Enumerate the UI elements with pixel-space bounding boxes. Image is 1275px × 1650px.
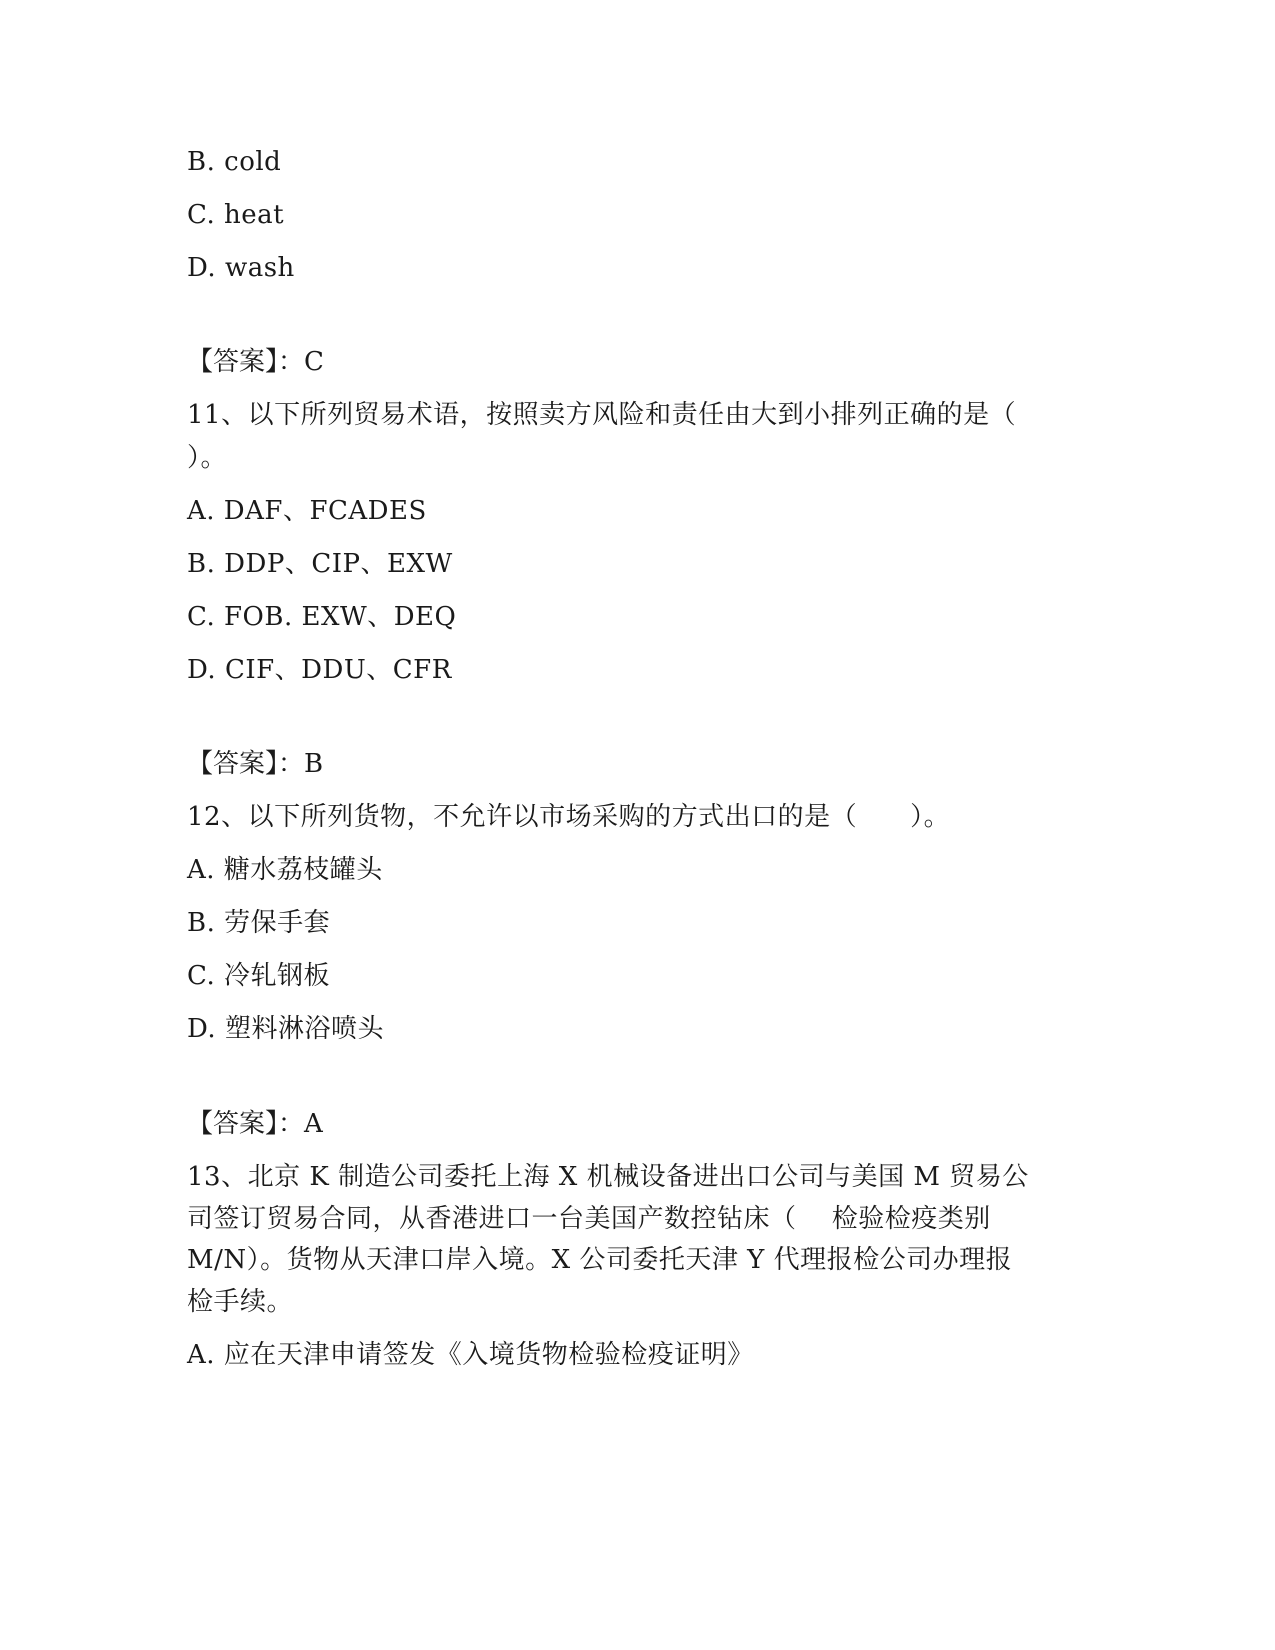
q12-option-c: C. 冷轧钢板	[187, 961, 330, 991]
q11-answer: 【答案】：B	[187, 749, 324, 779]
q12-answer: 【答案】：A	[187, 1109, 323, 1139]
q10-option-d: D. wash	[187, 253, 295, 283]
q12-option-d: D. 塑料淋浴喷头	[187, 1014, 384, 1044]
q10-option-c: C. heat	[187, 200, 285, 230]
q12-option-a: A. 糖水荔枝罐头	[187, 855, 383, 885]
q10-answer: 【答案】：C	[187, 347, 324, 377]
q11-stem-line-2: ）。	[187, 443, 228, 473]
q13-stem-line-4: 检手续。	[187, 1287, 294, 1317]
q12-option-b: B. 劳保手套	[187, 908, 331, 938]
q12-stem: 12、以下所列货物，不允许以市场采购的方式出口的是（ ）。	[187, 802, 951, 832]
q10-option-b: B. cold	[187, 147, 282, 177]
q13-stem-line-3: M/N）。货物从天津口岸入境。X 公司委托天津 Y 代理报检公司办理报	[187, 1245, 1013, 1275]
q11-option-a: A. DAF、FCADES	[187, 496, 427, 526]
q11-option-c: C. FOB. EXW、DEQ	[187, 602, 457, 632]
q11-stem-line-1: 11、以下所列贸易术语，按照卖方风险和责任由大到小排列正确的是（	[187, 400, 1017, 430]
q13-stem-line-2: 司签订贸易合同，从香港进口一台美国产数控钻床（ 检验检疫类别	[187, 1204, 991, 1234]
q11-option-b: B. DDP、CIP、EXW	[187, 549, 453, 579]
q13-option-a: A. 应在天津申请签发《入境货物检验检疫证明》	[187, 1340, 754, 1370]
q13-stem-line-1: 13、北京 K 制造公司委托上海 X 机械设备进出口公司与美国 M 贸易公	[187, 1162, 1029, 1192]
q11-option-d: D. CIF、DDU、CFR	[187, 655, 452, 685]
